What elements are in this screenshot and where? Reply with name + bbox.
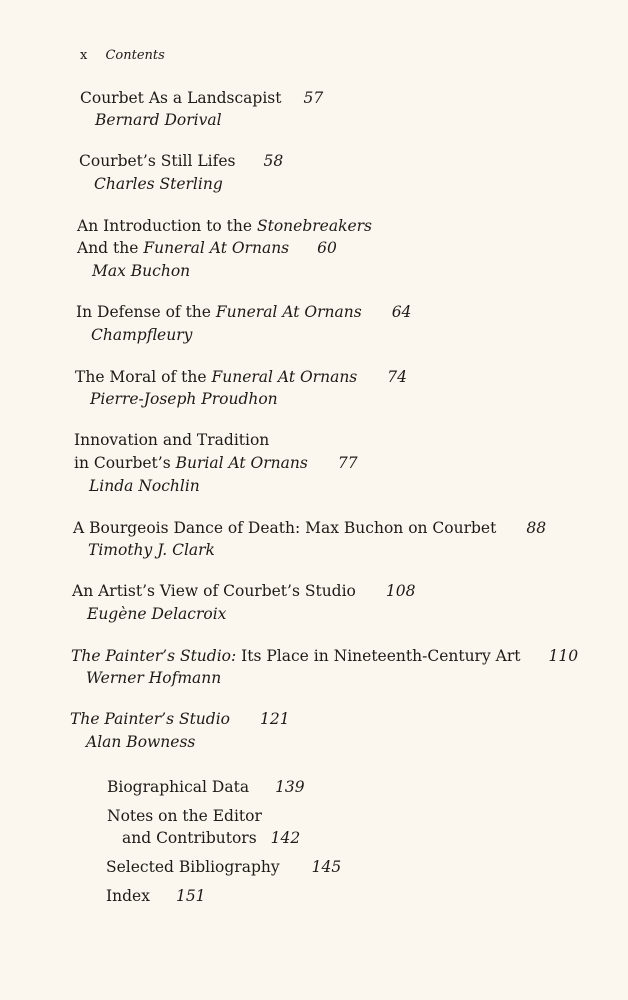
toc-entry-page: 74 xyxy=(387,368,407,386)
toc-entry-title: And the Funeral At Ornans 60 xyxy=(77,239,337,257)
running-head xyxy=(80,48,165,63)
toc-entry-title: An Introduction to the Stonebreakers xyxy=(77,217,373,235)
toc-entry-title: In Defense of the Funeral At Ornans 64 xyxy=(76,303,412,321)
toc-entry-author: Eugène Delacroix xyxy=(87,605,227,623)
toc-entry-title: Innovation and Tradition xyxy=(74,431,270,449)
toc-entry-title: The Painter’s Studio: Its Place in Nineteenth-Century Art 110 xyxy=(71,647,579,665)
toc-entry-page: 108 xyxy=(385,582,416,600)
back-matter-page: 145 xyxy=(311,858,342,876)
back-matter-item: Index 151 xyxy=(106,887,206,905)
toc-entry-author: Timothy J. Clark xyxy=(88,541,215,559)
back-matter-item: and Contributors 142 xyxy=(122,829,301,847)
toc-entry-page: 88 xyxy=(526,519,547,537)
back-matter-item: Notes on the Editor xyxy=(107,807,262,825)
back-matter-page: 151 xyxy=(175,887,206,905)
toc-entry-title: in Courbet’s Burial At Ornans 77 xyxy=(74,454,358,472)
toc-entry-author: Alan Bowness xyxy=(86,733,196,751)
toc-entry-page: 77 xyxy=(337,454,358,472)
toc-entry-title: A Bourgeois Dance of Death: Max Buchon on Courbet 88 xyxy=(73,519,547,537)
toc-entry-page: 60 xyxy=(317,239,337,257)
toc-entry-author: Charles Sterling xyxy=(94,175,223,193)
back-matter-page: 139 xyxy=(275,778,305,796)
toc-entry-author: Bernard Dorival xyxy=(95,111,222,129)
toc-entry-page: 110 xyxy=(548,647,579,665)
toc-entry-title: Courbet’s Still Lifes 58 xyxy=(79,152,284,170)
back-matter-item: Selected Bibliography 145 xyxy=(106,858,342,876)
toc-entry-page: 121 xyxy=(260,710,290,728)
toc-entry-author: Max Buchon xyxy=(92,262,191,280)
toc-entry-title: The Painter’s Studio 121 xyxy=(70,710,290,728)
back-matter-item: Biographical Data 139 xyxy=(107,778,305,796)
toc-entry-title: An Artist’s View of Courbet’s Studio 108 xyxy=(72,582,416,600)
toc-entry-page: 57 xyxy=(303,89,324,107)
back-matter-page: 142 xyxy=(270,829,301,847)
toc-entry-page: 64 xyxy=(391,303,412,321)
header-title: Contents xyxy=(105,48,165,63)
toc-entry-page: 58 xyxy=(263,152,284,170)
header-page-number: x xyxy=(80,48,88,63)
toc-entry-author: Linda Nochlin xyxy=(89,477,200,495)
toc-entry-author: Champfleury xyxy=(91,326,193,344)
toc-entry-title: The Moral of the Funeral At Ornans 74 xyxy=(75,368,407,386)
toc-entry-author: Werner Hofmann xyxy=(86,669,222,687)
toc-entry-author: Pierre-Joseph Proudhon xyxy=(90,390,278,408)
toc-entry-title: Courbet As a Landscapist 57 xyxy=(80,89,324,107)
